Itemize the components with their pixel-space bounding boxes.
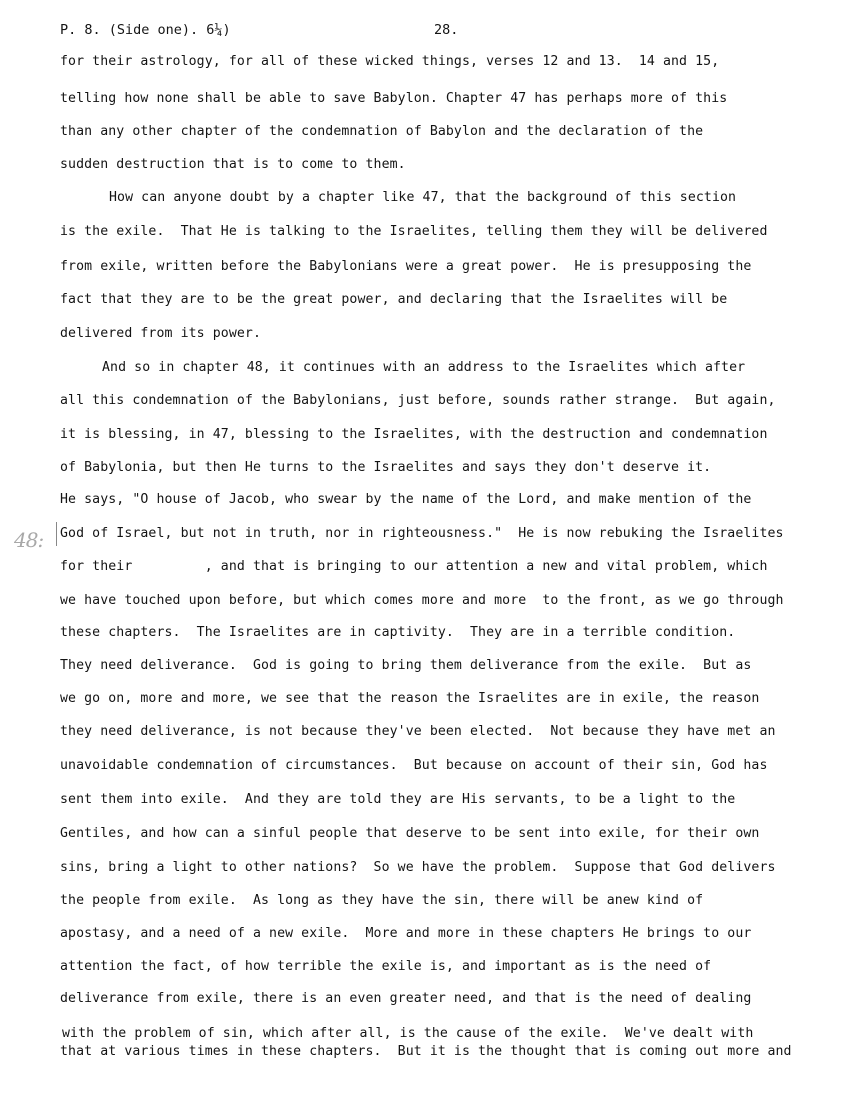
text-line: it is blessing, in 47, blessing to the Israelites, with the destruction and condemnation — [60, 427, 768, 442]
text-line: fact that they are to be the great power, and declaring that the Israelites will be — [60, 292, 728, 307]
text-line: sins, bring a light to other nations? So we have the problem. Suppose that God delivers — [60, 860, 776, 875]
text-line: He says, "O house of Jacob, who swear by the name of the Lord, and make mention of the — [60, 492, 752, 507]
handwritten-margin-note: 48: — [14, 528, 44, 552]
text-line: delivered from its power. — [60, 326, 261, 341]
text-line: we go on, more and more, we see that the reason the Israelites are in exile, the reason — [60, 691, 760, 706]
text-line: And so in chapter 48, it continues with an address to the Israelites which after — [102, 360, 746, 375]
text-line: sent them into exile. And they are told they are His servants, to be a light to the — [60, 792, 736, 807]
text-line: telling how none shall be able to save Babylon. Chapter 47 has perhaps more of this — [60, 91, 728, 106]
text-line: the people from exile. As long as they have the sin, there will be anew kind of — [60, 893, 704, 908]
page-header — [60, 18, 820, 42]
text-line: unavoidable condemnation of circumstances. But because on account of their sin, God has — [60, 758, 768, 773]
text-line: all this condemnation of the Babylonians, just before, sounds rather strange. But again, — [60, 393, 776, 408]
text-line: is the exile. That He is talking to the Israelites, telling them they will be delivered — [60, 224, 768, 239]
text-line: we have touched upon before, but which comes more and more to the front, as we go through — [60, 593, 784, 608]
page-reference: P. 8. (Side one). 6¼) — [60, 22, 231, 38]
text-line: God of Israel, but not in truth, nor in righteousness." He is now rebuking the Israelites — [60, 526, 784, 541]
text-line: Gentiles, and how can a sinful people that deserve to be sent into exile, for their own — [60, 826, 760, 841]
text-line: apostasy, and a need of a new exile. More and more in these chapters He brings to our — [60, 926, 752, 941]
text-line: for their astrology, for all of these wicked things, verses 12 and 13. 14 and 15, — [60, 54, 720, 69]
text-line: from exile, written before the Babylonians were a great power. He is presupposing the — [60, 259, 752, 274]
text-line: that at various times in these chapters. But it is the thought that is coming out more and — [60, 1044, 792, 1059]
text-line: than any other chapter of the condemnation of Babylon and the declaration of the — [60, 124, 704, 139]
margin-bracket — [56, 522, 57, 546]
text-line: deliverance from exile, there is an even greater need, and that is the need of dealing — [60, 991, 752, 1006]
text-line: attention the fact, of how terrible the exile is, and important as is the need of — [60, 959, 712, 974]
text-line: for their , and that is bringing to our attention a new and vital problem, which — [60, 559, 768, 574]
text-line: How can anyone doubt by a chapter like 47, that the background of this section — [109, 190, 737, 205]
text-line: they need deliverance, is not because they've been elected. Not because they have met an — [60, 724, 776, 739]
text-line: They need deliverance. God is going to bring them deliverance from the exile. But as — [60, 658, 752, 673]
text-line: sudden destruction that is to come to them. — [60, 157, 406, 172]
text-line: of Babylonia, but then He turns to the Israelites and says they don't deserve it. — [60, 460, 712, 475]
page-number: 28. — [434, 22, 459, 38]
text-line: with the problem of sin, which after all, is the cause of the exile. We've dealt with — [62, 1026, 754, 1041]
text-line: these chapters. The Israelites are in captivity. They are in a terrible condition. — [60, 625, 736, 640]
